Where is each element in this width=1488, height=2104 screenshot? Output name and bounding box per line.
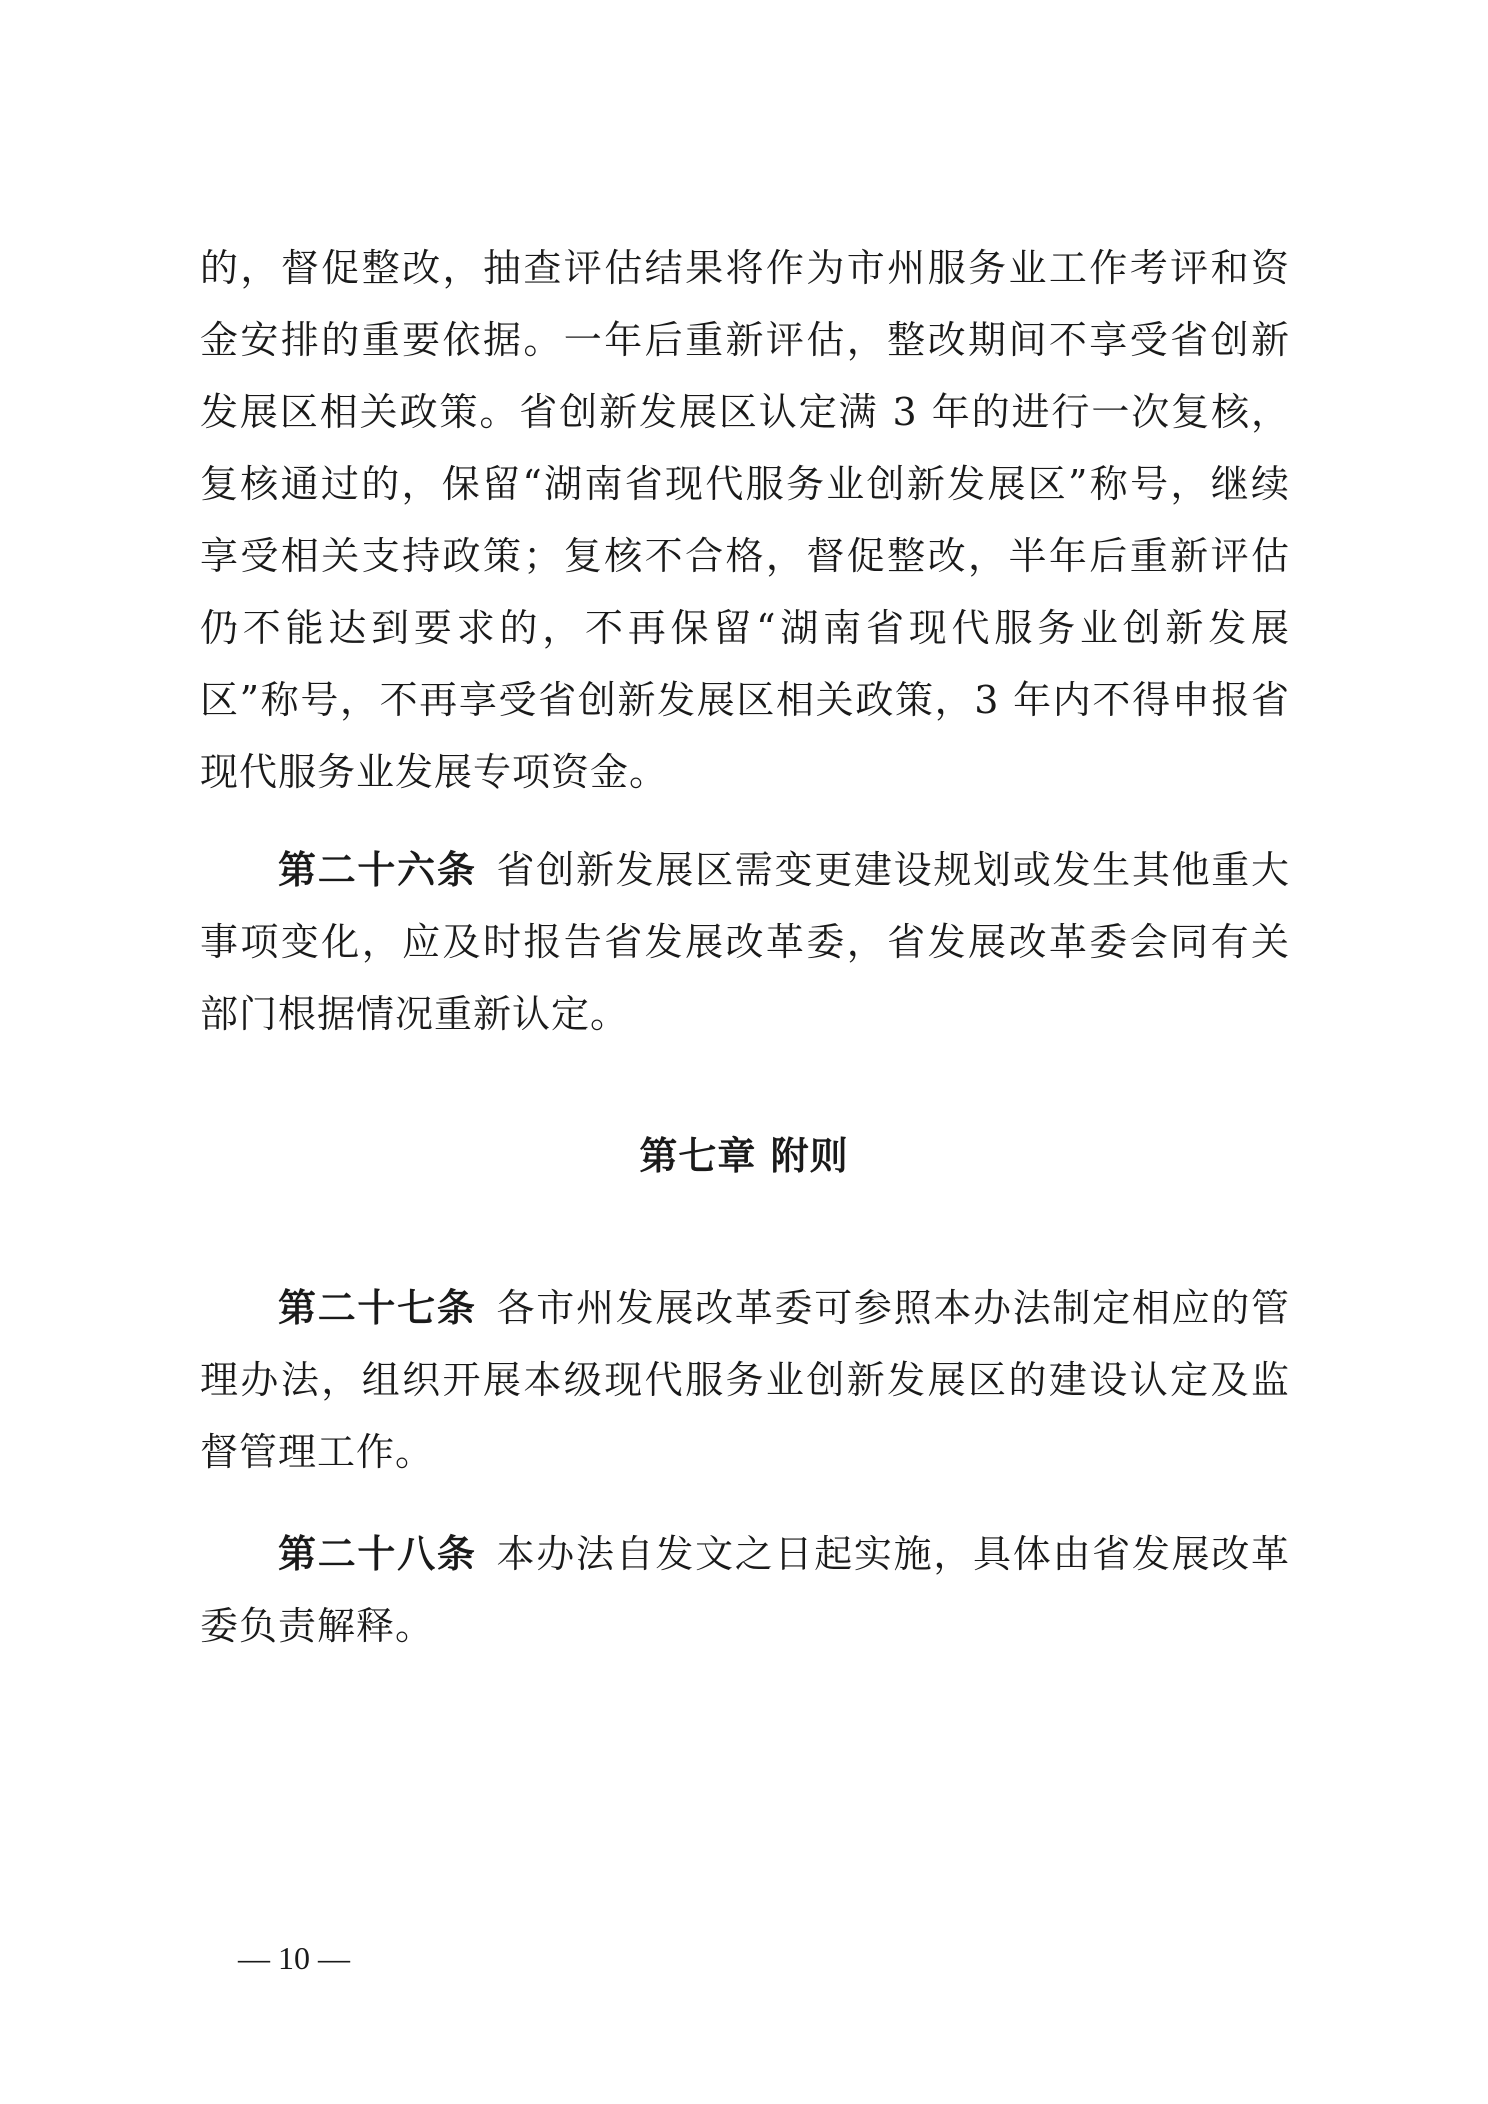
article-26 (200, 834, 1290, 1050)
article-28-text: 本办法自发文之日起实施，具体由省发展改革委负责解释。 (200, 1532, 1290, 1648)
article-27-label: 第二十七条 (278, 1286, 477, 1330)
paragraph-continued: 的，督促整改，抽查评估结果将作为市州服务业工作考评和资金安排的重要依据。一年后重新评估，整改期间不享受省创新发展区相关政策。省创新发展区认定满 3 年的进行一次复核，复核通过的，保留“湖南省现代服务业创新发展区”称号，继续享受相关支持政策；复核不合格，督促整改，半年后重新评估仍不能达到要求的，不再保留“湖南省现代服务业创新发展区”称号，不再享受省创新发展区相关政策，3 年内不得申报省现代服务业发展专项资金。 (200, 246, 1290, 794)
article-28-label: 第二十八条 (278, 1532, 477, 1576)
article-28 (200, 1518, 1290, 1662)
article-27-text: 各市州发展改革委可参照本办法制定相应的管理办法，组织开展本级现代服务业创新发展区的建设认定及监督管理工作。 (200, 1286, 1290, 1474)
article-26-label: 第二十六条 (278, 848, 477, 892)
page-number: — 10 — (238, 1940, 350, 1976)
chapter-heading: 第七章 附则 (639, 1134, 849, 1178)
article-27 (200, 1272, 1290, 1488)
article-26-text: 省创新发展区需变更建设规划或发生其他重大事项变化，应及时报告省发展改革委，省发展改革委会同有关部门根据情况重新认定。 (200, 848, 1290, 1036)
